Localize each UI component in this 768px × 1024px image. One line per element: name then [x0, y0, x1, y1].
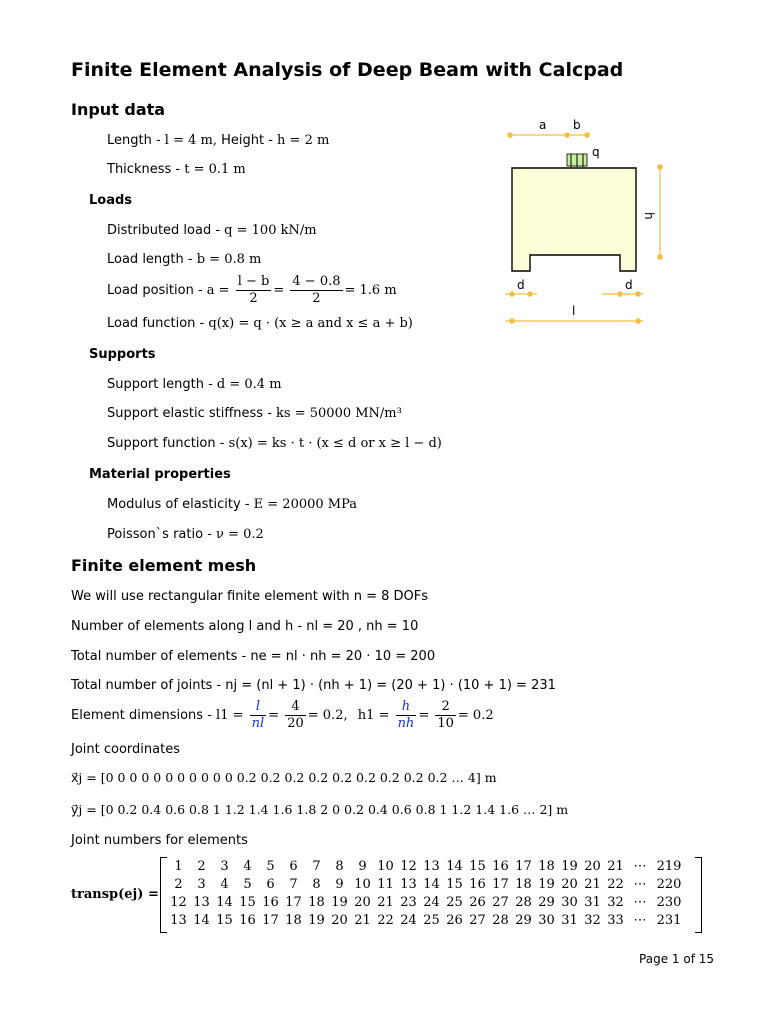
matrix-cell: 31	[584, 895, 601, 910]
matrix-cell: 6	[289, 859, 298, 874]
fraction: $\frac{l - b}{2}$	[237, 274, 270, 306]
matrix-cell: 29	[515, 913, 532, 928]
matrix-cell: 3	[220, 859, 229, 874]
matrix-cell: 28	[515, 895, 532, 910]
matrix-cell: 26	[446, 913, 463, 928]
page-number: Page 1 of 15	[639, 952, 714, 966]
yj-vector: y⃗j = [0 0.2 0.4 0.6 0.8 1 1.2 1.4 1.6 1.8 2 0 0.2 0.4 0.6 0.8 1 1.2 1.4 1.6 … 2] m	[71, 802, 569, 817]
beam-diagram	[495, 112, 675, 337]
matrix-cell: 15	[446, 877, 463, 892]
matrix-cell: 20	[331, 913, 348, 928]
load-length-line: Load length - b = 0.8 m	[107, 252, 262, 267]
matrix-cell: 21	[607, 859, 624, 874]
matrix-cell: 2	[197, 859, 206, 874]
matrix-cell: 14	[216, 895, 233, 910]
matrix-cell: 19	[538, 877, 555, 892]
matrix-cell: 17	[262, 913, 279, 928]
diagram-label-b: b	[573, 118, 581, 132]
matrix-cell: 20	[354, 895, 371, 910]
matrix-cell: 33	[607, 913, 624, 928]
joint-coordinates-label: Joint coordinates	[71, 742, 180, 757]
length-line: Length - l = 4 m, Height - h = 2 m	[107, 133, 330, 148]
matrix-cell: 8	[312, 877, 321, 892]
page-title: Finite Element Analysis of Deep Beam with Calcpad	[71, 59, 624, 81]
matrix-cell: 30	[538, 913, 555, 928]
mesh-line-total-elements: Total number of elements - ne = nl · nh = 20 · 10 = 200	[71, 649, 436, 664]
section-material-heading: Material properties	[89, 467, 231, 482]
fraction: $\frac{h}{nh}$	[397, 699, 415, 731]
matrix-cell: 30	[561, 895, 578, 910]
mesh-line-total-joints: Total number of joints - nj = (nl + 1) · (nh + 1) = (20 + 1) · (10 + 1) = 231	[71, 678, 556, 693]
matrix-row	[167, 913, 685, 928]
matrix-cell: 21	[354, 913, 371, 928]
mesh-line-elements-along: Number of elements along l and h - nl = 20 , nh = 10	[71, 619, 419, 634]
diagram-label-d-left: d	[517, 278, 525, 292]
matrix-cell: 17	[285, 895, 302, 910]
beam-shape	[512, 168, 636, 271]
support-length-line: Support length - d = 0.4 m	[107, 377, 282, 392]
matrix-cell: 10	[354, 877, 371, 892]
matrix-cell: 29	[538, 895, 555, 910]
matrix-cell: 15	[469, 859, 486, 874]
fraction: $\frac{2}{10}$	[437, 699, 454, 731]
matrix-cell: ⋯	[633, 913, 647, 928]
matrix-cell: 13	[400, 877, 417, 892]
matrix-cell: 220	[656, 877, 682, 892]
matrix-cell: 21	[584, 877, 601, 892]
matrix-cell: 15	[239, 895, 256, 910]
matrix-cell: 16	[239, 913, 256, 928]
matrix-cell: 3	[197, 877, 206, 892]
matrix-cell: 5	[266, 859, 275, 874]
diagram-label-l: l	[572, 304, 576, 318]
matrix-cell: 27	[492, 895, 509, 910]
modulus-line: Modulus of elasticity - E = 20000 MPa	[107, 497, 358, 512]
matrix-cell: 28	[492, 913, 509, 928]
matrix-cell: 7	[312, 859, 321, 874]
transp-label: transp(ej) =	[71, 887, 159, 902]
matrix-cell: 13	[193, 895, 210, 910]
load-position-line: Load position - a = $\frac{l - b}{2}$ = $\frac{4 - 0.8}{2}$ = 1.6 m	[107, 274, 397, 306]
matrix-row	[167, 895, 685, 910]
matrix-cell: 20	[561, 877, 578, 892]
matrix-cell: 25	[423, 913, 440, 928]
support-stiffness-line: Support elastic stiffness - ks = 50000 MN/m³	[107, 406, 402, 421]
matrix-cell: 7	[289, 877, 298, 892]
matrix-cell: 16	[262, 895, 279, 910]
matrix-cell: 23	[400, 895, 417, 910]
matrix-cell: 12	[170, 895, 187, 910]
matrix-cell: 5	[243, 877, 252, 892]
mesh-line-dofs: We will use rectangular finite element with n = 8 DOFs	[71, 589, 429, 604]
matrix-cell: 15	[216, 913, 233, 928]
matrix-cell: 4	[243, 859, 252, 874]
load-function-line: Load function - q(x) = q · (x ≥ a and x ≤ a + b)	[107, 316, 413, 331]
matrix-cell: 9	[335, 877, 344, 892]
matrix-cell: 26	[469, 895, 486, 910]
matrix-cell: 19	[308, 913, 325, 928]
matrix-cell: 32	[607, 895, 624, 910]
matrix-cell: 14	[193, 913, 210, 928]
section-loads-heading: Loads	[89, 193, 133, 208]
matrix-cell: 31	[561, 913, 578, 928]
joint-numbers-label: Joint numbers for elements	[71, 833, 248, 848]
matrix-cell: 19	[331, 895, 348, 910]
matrix-cell: 18	[515, 877, 532, 892]
matrix-cell: 9	[358, 859, 367, 874]
distributed-load-line: Distributed load - q = 100 kN/m	[107, 223, 317, 238]
matrix-cell: 12	[400, 859, 417, 874]
matrix-cell: 8	[335, 859, 344, 874]
matrix-cell: 19	[561, 859, 578, 874]
matrix-cell: 2	[174, 877, 183, 892]
matrix-cell: 1	[174, 859, 183, 874]
matrix-cell: 219	[656, 859, 682, 874]
matrix-cell: 18	[538, 859, 555, 874]
matrix-cell: 22	[607, 877, 624, 892]
matrix-cell: ⋯	[633, 877, 647, 892]
fraction: $\frac{4}{20}$	[287, 699, 304, 731]
matrix-cell: 4	[220, 877, 229, 892]
poisson-line: Poisson`s ratio - ν = 0.2	[107, 527, 264, 542]
xj-vector: x⃗j = [0 0 0 0 0 0 0 0 0 0 0 0.2 0.2 0.2 0.2 0.2 0.2 0.2 0.2 0.2 … 4] m	[71, 770, 497, 785]
matrix-cell: 24	[400, 913, 417, 928]
matrix-cell: 27	[469, 913, 486, 928]
matrix-cell: 25	[446, 895, 463, 910]
matrix-cell: 13	[170, 913, 187, 928]
matrix-cell: 14	[423, 877, 440, 892]
diagram-label-a: a	[539, 118, 547, 132]
joint-matrix	[160, 857, 702, 933]
section-supports-heading: Supports	[89, 347, 156, 362]
matrix-cell: ⋯	[633, 859, 647, 874]
element-dimensions-line: Element dimensions - l1 = $\frac{l}{nl}$ = $\frac{4}{20}$ = 0.2, h1 = $\frac{h}{nh}$ = $\frac{2}{10}$ = 0.2	[71, 699, 494, 731]
diagram-label-h: h	[642, 212, 656, 220]
thickness-line: Thickness - t = 0.1 m	[107, 162, 246, 177]
matrix-cell: ⋯	[633, 895, 647, 910]
section-input-heading: Input data	[71, 100, 166, 119]
matrix-cell: 231	[656, 913, 682, 928]
matrix-cell: 16	[492, 859, 509, 874]
matrix-cell: 32	[584, 913, 601, 928]
matrix-cell: 11	[377, 877, 394, 892]
diagram-label-q: q	[592, 145, 600, 159]
diagram-label-d-right: d	[625, 278, 633, 292]
matrix-cell: 230	[656, 895, 682, 910]
section-mesh-heading: Finite element mesh	[71, 556, 257, 575]
matrix-row	[167, 859, 685, 874]
matrix-cell: 17	[515, 859, 532, 874]
matrix-cell: 24	[423, 895, 440, 910]
matrix-cell: 16	[469, 877, 486, 892]
matrix-cell: 22	[377, 913, 394, 928]
matrix-cell: 18	[308, 895, 325, 910]
matrix-cell: 13	[423, 859, 440, 874]
matrix-cell: 18	[285, 913, 302, 928]
matrix-cell: 14	[446, 859, 463, 874]
matrix-cell: 10	[377, 859, 394, 874]
fraction: $\frac{l}{nl}$	[251, 699, 265, 731]
fraction: $\frac{4 - 0.8}{2}$	[292, 274, 341, 306]
support-function-line: Support function - s(x) = ks · t · (x ≤ d or x ≥ l − d)	[107, 436, 442, 451]
matrix-cell: 20	[584, 859, 601, 874]
matrix-cell: 6	[266, 877, 275, 892]
load-arrows	[567, 154, 587, 167]
matrix-cell: 21	[377, 895, 394, 910]
matrix-cell: 17	[492, 877, 509, 892]
matrix-row	[167, 877, 685, 892]
